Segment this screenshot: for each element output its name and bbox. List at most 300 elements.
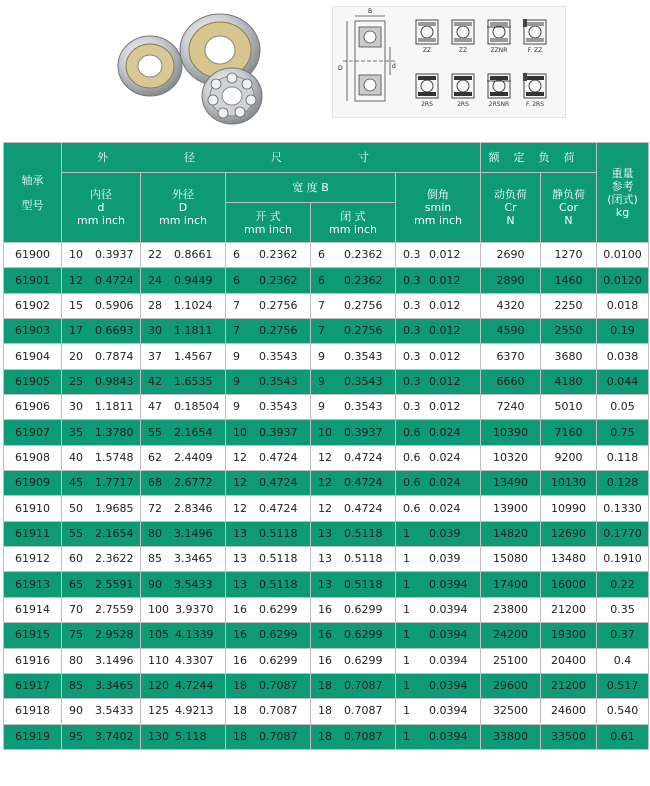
width-open-cell-value: 13	[233, 552, 247, 566]
dynamic-load-cell-value: 13490	[493, 476, 529, 490]
dynamic-load-cell	[481, 572, 541, 597]
width-open-cell-value: 0.4724	[259, 501, 298, 515]
chamfer-cell-value: 0.024	[429, 476, 461, 490]
weight-cell-value: 0.61	[610, 729, 635, 743]
chamfer-cell-value: 0.6	[403, 450, 421, 464]
static-load-cell-value: 21200	[551, 602, 587, 616]
col-width-open: 开 式 mm inch	[226, 203, 311, 243]
bearing-model-cell-value: 61903	[15, 324, 50, 338]
width-open-cell-value: 18	[233, 729, 247, 743]
bore-cell-value: 0.7874	[95, 349, 134, 363]
bore-cell-value: 3.5433	[95, 704, 134, 718]
bore-cell-value: 35	[69, 425, 83, 439]
static-load-cell	[541, 395, 597, 420]
width-closed-cell	[311, 547, 396, 572]
width-closed-cell-value: 6	[318, 248, 325, 262]
width-open-cell	[226, 648, 311, 673]
bore-cell-value: 3.1496	[95, 653, 134, 667]
bearing-model-cell	[4, 572, 62, 597]
static-load-cell-value: 33500	[551, 729, 587, 743]
bore-cell	[62, 648, 141, 673]
outer-diameter-cell-value: 4.7244	[175, 679, 214, 693]
seal-2rs-icon	[415, 73, 439, 99]
static-load-cell	[541, 293, 597, 318]
table-row	[4, 344, 649, 369]
outer-diameter-cell-value: 80	[148, 526, 162, 540]
chamfer-cell	[396, 319, 481, 344]
width-open-cell-value: 0.6299	[259, 602, 298, 616]
chamfer-cell-value: 0.012	[429, 248, 461, 262]
outer-diameter-cell-value: 3.3465	[174, 552, 213, 566]
width-closed-cell-value: 0.2756	[344, 298, 383, 312]
static-load-cell	[541, 268, 597, 293]
width-open-cell-value: 12	[233, 476, 247, 490]
chamfer-cell-value: 0.3	[403, 298, 421, 312]
bearing-model-cell	[4, 724, 62, 749]
width-open-cell	[226, 420, 311, 445]
dim-b-label: B	[368, 8, 373, 15]
width-open-cell-value: 0.2756	[259, 298, 298, 312]
chamfer-cell	[396, 369, 481, 394]
chamfer-cell	[396, 724, 481, 749]
width-closed-cell-value: 0.3543	[344, 374, 383, 388]
dimensions-title: 外径尺寸	[62, 143, 481, 173]
bearing-model-cell-value: 61915	[15, 628, 50, 642]
chamfer-cell-value: 1	[403, 729, 410, 743]
chamfer-cell-value: 0.0394	[429, 729, 468, 743]
bearing-model-cell-value: 61913	[15, 577, 50, 591]
chamfer-cell-value: 0.012	[429, 324, 461, 338]
col-chamfer: 倒角 smin mm inch	[396, 173, 481, 243]
static-load-cell-value: 13480	[551, 552, 587, 566]
width-open-cell	[226, 445, 311, 470]
chamfer-cell-value: 1	[403, 526, 410, 540]
dynamic-load-cell-value: 32500	[493, 704, 529, 718]
chamfer-cell-value: 0.0394	[429, 577, 468, 591]
dynamic-load-cell	[481, 648, 541, 673]
outer-diameter-cell-value: 100	[148, 602, 169, 616]
dynamic-load-cell-value: 13900	[493, 501, 529, 515]
width-closed-cell-value: 0.6299	[344, 653, 383, 667]
outer-diameter-cell-value: 125	[148, 704, 169, 718]
bearing-model-cell	[4, 471, 62, 496]
col-weight: 重量 参考 (闭式) kg	[597, 143, 649, 243]
bearing-photo	[112, 8, 272, 126]
bearing-model-cell	[4, 369, 62, 394]
table-row	[4, 319, 649, 344]
weight-cell-value: 0.018	[606, 298, 639, 312]
bearing-model-cell-value: 61912	[15, 552, 50, 566]
width-closed-cell	[311, 293, 396, 318]
width-open-cell-value: 0.4724	[259, 476, 298, 490]
seal-flange-2rs-icon	[523, 73, 547, 99]
width-closed-cell-value: 18	[318, 704, 332, 718]
chamfer-cell	[396, 699, 481, 724]
chamfer-cell	[396, 597, 481, 622]
dynamic-load-cell	[481, 369, 541, 394]
static-load-cell-value: 7160	[554, 425, 583, 439]
outer-diameter-cell-value: 72	[148, 501, 162, 515]
weight-cell-value: 0.1330	[603, 501, 642, 515]
static-load-cell-value: 5010	[554, 400, 583, 414]
outer-diameter-cell-value: 2.6772	[174, 476, 213, 490]
bearing-model-cell	[4, 445, 62, 470]
outer-diameter-cell-value: 22	[148, 248, 162, 262]
weight-cell	[597, 521, 649, 546]
bore-cell-value: 45	[69, 476, 83, 490]
chamfer-cell	[396, 648, 481, 673]
seal-label: F. ZZ	[527, 47, 543, 54]
bearing-model-cell-value: 61908	[15, 450, 50, 464]
bearing-model-cell-value: 61902	[15, 298, 50, 312]
width-open-cell	[226, 673, 311, 698]
static-load-cell	[541, 344, 597, 369]
outer-diameter-cell-value: 24	[148, 273, 162, 287]
bore-cell	[62, 623, 141, 648]
bearing-model-cell	[4, 243, 62, 268]
width-closed-cell-value: 0.5118	[344, 552, 383, 566]
static-load-cell-value: 12690	[551, 526, 587, 540]
outer-diameter-cell	[141, 344, 226, 369]
outer-diameter-cell-value: 0.18504	[174, 400, 220, 414]
weight-cell	[597, 699, 649, 724]
static-load-cell-value: 20400	[551, 653, 587, 667]
outer-diameter-cell-value: 30	[148, 324, 162, 338]
weight-cell	[597, 445, 649, 470]
width-open-cell-value: 16	[233, 628, 247, 642]
width-closed-cell-value: 16	[318, 653, 332, 667]
width-open-cell-value: 7	[233, 298, 240, 312]
chamfer-cell-value: 1	[403, 602, 410, 616]
bearing-model-cell	[4, 648, 62, 673]
table-row	[4, 496, 649, 521]
bore-cell-value: 3.3465	[95, 679, 134, 693]
outer-diameter-cell	[141, 623, 226, 648]
chamfer-cell-value: 0.3	[403, 273, 421, 287]
width-closed-cell-value: 0.5118	[344, 577, 383, 591]
width-closed-cell-value: 13	[318, 526, 332, 540]
outer-diameter-cell	[141, 268, 226, 293]
weight-cell-value: 0.22	[610, 577, 635, 591]
weight-cell-value: 0.35	[610, 602, 635, 616]
weight-cell-value: 0.118	[606, 450, 639, 464]
bearing-model-cell-value: 61900	[15, 248, 50, 262]
static-load-cell	[541, 623, 597, 648]
bore-cell-value: 1.5748	[95, 450, 134, 464]
outer-diameter-cell	[141, 699, 226, 724]
seal-label: ZZ	[422, 47, 432, 54]
width-open-cell-value: 0.7087	[259, 729, 298, 743]
static-load-cell	[541, 420, 597, 445]
chamfer-cell-value: 0.3	[403, 400, 421, 414]
outer-diameter-cell-value: 4.9213	[175, 704, 214, 718]
seal-2rs-icon	[451, 73, 475, 99]
outer-diameter-cell	[141, 648, 226, 673]
width-closed-cell	[311, 572, 396, 597]
width-open-cell-value: 13	[233, 526, 247, 540]
seal-flange-zz-icon	[523, 19, 547, 45]
width-open-cell	[226, 395, 311, 420]
table-row	[4, 369, 649, 394]
width-open-cell	[226, 268, 311, 293]
bore-cell	[62, 395, 141, 420]
weight-cell	[597, 471, 649, 496]
table-row	[4, 572, 649, 597]
weight-cell	[597, 597, 649, 622]
bearing-model-cell	[4, 547, 62, 572]
chamfer-cell-value: 0.0394	[429, 704, 468, 718]
chamfer-cell	[396, 445, 481, 470]
width-open-cell	[226, 344, 311, 369]
chamfer-cell-value: 0.012	[429, 400, 461, 414]
static-load-cell-value: 3680	[554, 349, 583, 363]
weight-cell-value: 0.038	[606, 349, 639, 363]
dynamic-load-cell-value: 15080	[493, 552, 529, 566]
dynamic-load-cell-value: 7240	[496, 400, 525, 414]
bore-cell-value: 70	[69, 602, 83, 616]
seal-label: ZZ	[458, 47, 468, 54]
chamfer-cell-value: 0.6	[403, 501, 421, 515]
bore-cell-value: 75	[69, 628, 83, 642]
bearing-model-cell	[4, 268, 62, 293]
bearing-model-cell-value: 61919	[15, 729, 50, 743]
width-closed-cell-value: 12	[318, 450, 332, 464]
width-open-cell-value: 0.2756	[259, 324, 298, 338]
dynamic-load-cell	[481, 319, 541, 344]
weight-cell	[597, 369, 649, 394]
seal-label: 2RS	[457, 101, 469, 108]
dynamic-load-cell	[481, 243, 541, 268]
static-load-cell-value: 1460	[554, 273, 583, 287]
outer-diameter-cell-value: 37	[148, 349, 162, 363]
width-closed-cell	[311, 319, 396, 344]
width-closed-cell-value: 0.3543	[344, 400, 383, 414]
outer-diameter-cell-value: 130	[148, 729, 169, 743]
dynamic-load-cell-value: 4320	[496, 298, 525, 312]
width-open-cell-value: 18	[233, 679, 247, 693]
width-open-cell-value: 0.3543	[259, 400, 298, 414]
outer-diameter-cell	[141, 395, 226, 420]
width-closed-cell-value: 0.7087	[344, 679, 383, 693]
bearing-model-cell-value: 61907	[15, 425, 50, 439]
chamfer-cell-value: 1	[403, 679, 410, 693]
bearing-model-cell	[4, 597, 62, 622]
bore-cell-value: 0.9843	[95, 374, 134, 388]
seal-label: F. 2RS	[525, 101, 545, 108]
static-load-cell	[541, 521, 597, 546]
width-closed-cell-value: 18	[318, 729, 332, 743]
outer-diameter-cell-value: 2.8346	[174, 501, 213, 515]
weight-cell	[597, 496, 649, 521]
chamfer-cell	[396, 243, 481, 268]
dynamic-load-cell	[481, 547, 541, 572]
chamfer-cell-value: 0.3	[403, 248, 421, 262]
width-closed-cell-value: 12	[318, 501, 332, 515]
static-load-cell	[541, 648, 597, 673]
bore-cell-value: 30	[69, 400, 83, 414]
static-load-cell-value: 1270	[554, 248, 583, 262]
width-open-cell	[226, 319, 311, 344]
dynamic-load-cell	[481, 268, 541, 293]
weight-cell-value: 0.517	[606, 679, 639, 693]
chamfer-cell-value: 1	[403, 653, 410, 667]
bore-cell-value: 2.5591	[95, 577, 134, 591]
bore-cell-value: 10	[69, 248, 83, 262]
weight-cell-value: 0.19	[610, 324, 635, 338]
width-closed-cell-value: 0.5118	[344, 526, 383, 540]
outer-diameter-cell-value: 120	[148, 679, 169, 693]
width-closed-cell-value: 16	[318, 602, 332, 616]
outer-diameter-cell-value: 42	[148, 374, 162, 388]
weight-cell	[597, 319, 649, 344]
outer-diameter-cell	[141, 597, 226, 622]
bearing-model-cell-value: 61918	[15, 704, 50, 718]
width-open-cell-value: 0.3543	[259, 374, 298, 388]
chamfer-cell	[396, 547, 481, 572]
static-load-cell	[541, 471, 597, 496]
chamfer-cell	[396, 496, 481, 521]
col-dynamic-load: 动负荷 Cr N	[481, 173, 541, 243]
table-row	[4, 547, 649, 572]
bore-cell-value: 2.7559	[95, 602, 134, 616]
weight-cell	[597, 293, 649, 318]
table-row	[4, 673, 649, 698]
width-closed-cell-value: 9	[318, 374, 325, 388]
static-load-cell-value: 24600	[551, 704, 587, 718]
weight-cell	[597, 420, 649, 445]
chamfer-cell-value: 0.024	[429, 425, 461, 439]
width-closed-cell	[311, 699, 396, 724]
chamfer-cell	[396, 521, 481, 546]
width-closed-cell	[311, 597, 396, 622]
static-load-cell	[541, 572, 597, 597]
width-closed-cell-value: 9	[318, 349, 325, 363]
chamfer-cell-value: 0.3	[403, 324, 421, 338]
width-closed-cell	[311, 268, 396, 293]
static-load-cell	[541, 319, 597, 344]
col-static-load: 静负荷 Cor N	[541, 173, 597, 243]
static-load-cell	[541, 243, 597, 268]
bore-cell	[62, 724, 141, 749]
seal-zznr-icon	[487, 19, 511, 45]
bearing-model-cell	[4, 623, 62, 648]
static-load-cell-value: 10130	[551, 476, 587, 490]
outer-diameter-cell	[141, 471, 226, 496]
bore-cell-value: 15	[69, 298, 83, 312]
chamfer-cell-value: 0.3	[403, 374, 421, 388]
width-open-cell	[226, 547, 311, 572]
bearing-spec-table	[3, 142, 649, 750]
chamfer-cell-value: 0.012	[429, 273, 461, 287]
bore-cell-value: 0.3937	[95, 248, 134, 262]
width-open-cell-value: 13	[233, 577, 247, 591]
chamfer-cell-value: 0.039	[429, 526, 461, 540]
width-closed-cell	[311, 420, 396, 445]
static-load-cell	[541, 547, 597, 572]
bore-cell-value: 1.9685	[95, 501, 134, 515]
width-closed-cell-value: 0.3543	[344, 349, 383, 363]
bore-cell-value: 17	[69, 324, 83, 338]
bore-cell	[62, 673, 141, 698]
chamfer-cell-value: 1	[403, 628, 410, 642]
width-open-cell-value: 18	[233, 704, 247, 718]
width-closed-cell	[311, 521, 396, 546]
table-body	[4, 243, 649, 750]
chamfer-cell	[396, 344, 481, 369]
width-closed-cell	[311, 623, 396, 648]
col-bearing-no: 轴承 型号	[4, 143, 62, 243]
weight-cell-value: 0.128	[606, 476, 639, 490]
width-closed-cell-value: 0.2362	[344, 248, 383, 262]
width-closed-cell-value: 0.7087	[344, 729, 383, 743]
outer-diameter-cell	[141, 293, 226, 318]
bore-cell	[62, 293, 141, 318]
dynamic-load-cell	[481, 597, 541, 622]
width-open-cell-value: 7	[233, 324, 240, 338]
outer-diameter-cell-value: 85	[148, 552, 162, 566]
bore-cell-value: 3.7402	[95, 729, 134, 743]
chamfer-cell-value: 0.012	[429, 349, 461, 363]
width-open-cell-value: 0.5118	[259, 526, 298, 540]
dynamic-load-cell-value: 25100	[493, 653, 529, 667]
width-closed-cell-value: 0.3937	[344, 425, 383, 439]
bore-cell-value: 85	[69, 679, 83, 693]
weight-cell	[597, 648, 649, 673]
dynamic-load-cell-value: 2890	[496, 273, 525, 287]
dynamic-load-cell	[481, 445, 541, 470]
static-load-cell-value: 9200	[554, 450, 583, 464]
bore-cell-value: 25	[69, 374, 83, 388]
width-open-cell-value: 0.5118	[259, 577, 298, 591]
bore-cell-value: 0.6693	[95, 324, 134, 338]
dynamic-load-cell	[481, 293, 541, 318]
bearing-model-cell	[4, 496, 62, 521]
chamfer-cell-value: 0.012	[429, 374, 461, 388]
bore-cell	[62, 369, 141, 394]
seal-2rsnr-icon	[487, 73, 511, 99]
outer-diameter-cell-value: 62	[148, 450, 162, 464]
outer-diameter-cell-value: 0.9449	[174, 273, 213, 287]
weight-cell	[597, 268, 649, 293]
outer-diameter-cell	[141, 319, 226, 344]
dynamic-load-cell-value: 24200	[493, 628, 529, 642]
bore-cell-value: 1.7717	[95, 476, 134, 490]
width-closed-cell	[311, 395, 396, 420]
width-open-cell-value: 9	[233, 374, 240, 388]
width-open-cell	[226, 293, 311, 318]
table-row	[4, 293, 649, 318]
bore-cell-value: 2.1654	[95, 526, 134, 540]
bore-cell	[62, 344, 141, 369]
outer-diameter-cell-value: 2.4409	[174, 450, 213, 464]
chamfer-cell	[396, 268, 481, 293]
table-row	[4, 597, 649, 622]
outer-diameter-cell	[141, 420, 226, 445]
width-closed-cell	[311, 496, 396, 521]
width-open-cell	[226, 597, 311, 622]
width-closed-cell	[311, 648, 396, 673]
chamfer-cell-value: 0.0394	[429, 679, 468, 693]
bore-cell-value: 1.1811	[95, 400, 134, 414]
table-row	[4, 724, 649, 749]
width-open-cell-value: 0.7087	[259, 704, 298, 718]
bore-cell-value: 2.9528	[95, 628, 134, 642]
bearing-model-cell-value: 61911	[15, 526, 50, 540]
chamfer-cell-value: 0.039	[429, 552, 461, 566]
bearing-model-cell-value: 61916	[15, 653, 50, 667]
bore-cell-value: 0.5906	[95, 298, 134, 312]
dynamic-load-cell	[481, 395, 541, 420]
